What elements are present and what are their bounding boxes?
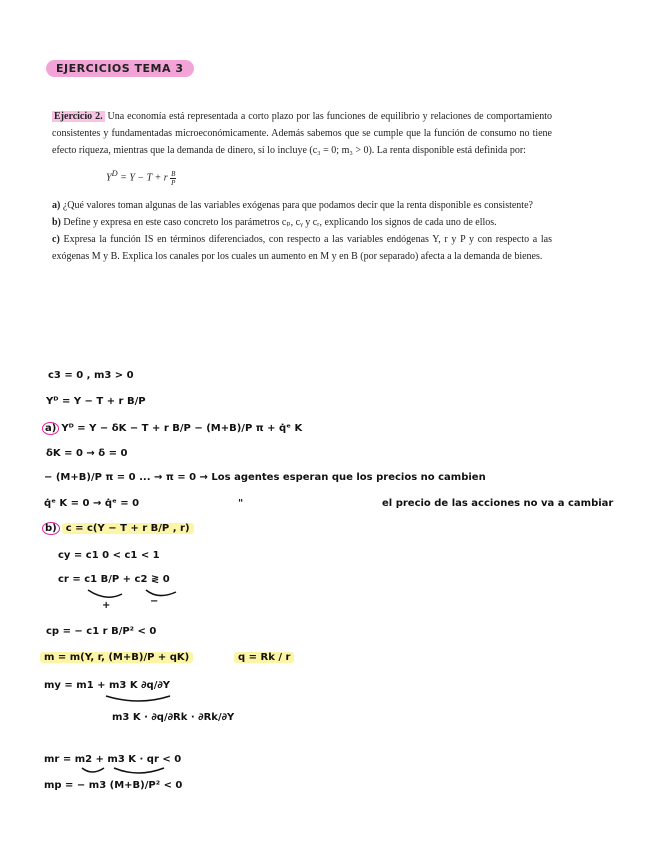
- note-line-8: cy = c1 0 < c1 < 1: [58, 550, 160, 561]
- note-line-5: − (M+B)/P π = 0 ... → π = 0 → Los agentes esperan que los precios no cambien: [44, 472, 486, 483]
- exercise-label: Ejercicio 2.: [54, 111, 103, 122]
- note-line-1: c3 = 0 , m3 > 0: [48, 370, 134, 381]
- exercise-statement: [52, 108, 552, 265]
- question-b: b) Define y expresa en este caso concreto los parámetros cₚ, cᵧ y cᵣ, explicando los signos de cada uno de ellos.: [52, 216, 497, 228]
- exercise-text: Una economía está representada a corto plazo por las funciones de equilibrio y relaciones de comportamiento consistentes y fundamentadas microeconómicamente. Además sabemos que se cumple que la función de consumo no tiene efecto riqueza, mientras que la demanda de dinero, sí lo incluye (c₃ = 0; m₃ > 0). La renta disponible está definida por:: [52, 111, 553, 156]
- underbrace-marks: [86, 588, 186, 604]
- underbrace-marks-2: [80, 766, 170, 778]
- note-line-4: δK = 0 → δ = 0: [46, 448, 128, 459]
- disposable-income-formula: $Y^D = Y - T + r$ $\frac{B}{P}$: [106, 169, 176, 187]
- question-c: c) Expresa la función IS en términos diferenciados, con respecto a las variables endógenas Y, r y P y con respecto a las exógenas M y B. Explica los canales por los cuales un aumento en M y en B (por separado) afecta a la demanda de bienes.: [52, 233, 552, 262]
- note-line-9: cr = c1 B/P + c2 ≷ 0: [58, 574, 170, 585]
- circled-label: b): [42, 522, 60, 535]
- fraction: $\frac{B}{P}$: [171, 169, 176, 187]
- note-line-10: cp = − c1 r B/P² < 0: [46, 626, 157, 637]
- note-line-11: m = m(Y, r, (M+B)/P + qK): [40, 652, 193, 663]
- note-line-13: m3 K · ∂q/∂Rk · ∂Rk/∂Y: [112, 712, 235, 723]
- circled-label: a): [42, 422, 59, 435]
- note-line-7: b) c = c(Y − T + r B/P , r): [42, 522, 194, 535]
- ditto-mark: ": [238, 498, 244, 509]
- underbrace-mark: [104, 694, 174, 706]
- note-line-6-right: el precio de las acciones no va a cambiar: [382, 498, 614, 509]
- note-line-3: a) Yᴰ = Y − δK − T + r B/P − (M+B)/P π + q̇ᵉ K: [42, 422, 302, 435]
- note-line-2: Yᴰ = Y − T + r B/P: [46, 396, 146, 407]
- sign-minus: −: [150, 596, 159, 607]
- question-a: a) ¿Qué valores toman algunas de las variables exógenas para que podamos decir que la renta disponible es consistente?: [52, 199, 533, 211]
- note-line-12: my = m1 + m3 K ∂q/∂Y: [44, 680, 171, 691]
- note-line-15: mp = − m3 (M+B)/P² < 0: [44, 780, 183, 791]
- note-line-11-right: q = Rk / r: [234, 652, 294, 663]
- exercise-intro: [52, 108, 552, 159]
- sign-plus: +: [102, 600, 111, 611]
- note-line-14: mr = m2 + m3 K · qr < 0: [44, 754, 182, 765]
- page-title: EJERCICIOS TEMA 3: [46, 60, 194, 77]
- note-line-6: q̇ᵉ K = 0 → q̇ᵉ = 0: [44, 498, 140, 509]
